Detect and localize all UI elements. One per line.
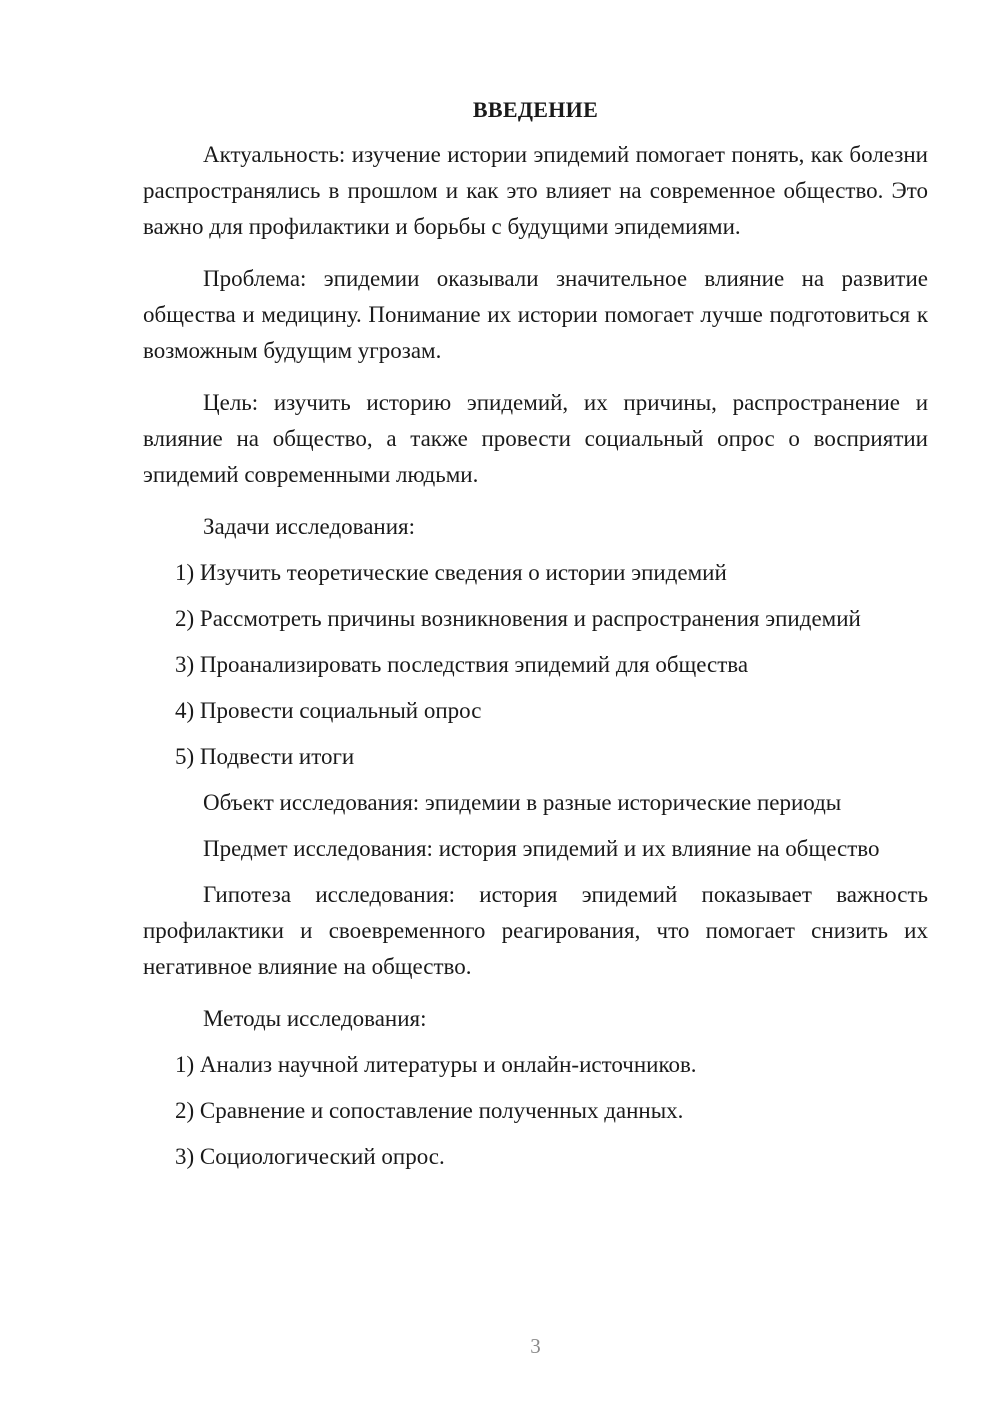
methods-list [143,1047,928,1175]
task-item-1: 1) Изучить теоретические сведения о истории эпидемий [175,560,727,585]
paragraph-goal: Цель: изучить историю эпидемий, их причины, распространение и влияние на общество, а также провести социальный опрос о восприятии эпидемий современными людьми. [143,390,928,487]
paragraph-problem: Проблема: эпидемии оказывали значительное влияние на развитие общества и медицину. Понимание их истории помогает лучше подготовиться к возможным будущим угрозам. [143,266,928,363]
paragraph-relevance: Актуальность: изучение истории эпидемий помогает понять, как болезни распространялись в прошлом и как это влияет на современное общество. Это важно для профилактики и борьбы с будущими эпидемиями. [143,142,928,239]
task-item-4: 4) Провести социальный опрос [175,698,482,723]
task-item-2: 2) Рассмотреть причины возникновения и распространения эпидемий [175,606,861,631]
page-title: ВВЕДЕНИЕ [472,97,599,122]
methods-heading: Методы исследования: [203,1006,427,1031]
page-content [143,95,928,1185]
paragraph-subject: Предмет исследования: история эпидемий и их влияние на общество [203,836,880,861]
method-item-3: 3) Социологический опрос. [175,1144,445,1169]
method-item-1: 1) Анализ научной литературы и онлайн-источников. [175,1052,697,1077]
tasks-heading: Задачи исследования: [203,514,416,539]
task-item-3: 3) Проанализировать последствия эпидемий для общества [175,652,749,677]
tasks-list [143,555,928,775]
page-number: 3 [530,1334,541,1358]
paragraph-object: Объект исследования: эпидемии в разные исторические периоды [203,790,842,815]
paragraph-hypothesis: Гипотеза исследования: история эпидемий показывает важность профилактики и своевременного реагирования, что помогает снизить их негативное влияние на общество. [143,882,928,979]
method-item-2: 2) Сравнение и сопоставление полученных данных. [175,1098,684,1123]
task-item-5: 5) Подвести итоги [175,744,355,769]
